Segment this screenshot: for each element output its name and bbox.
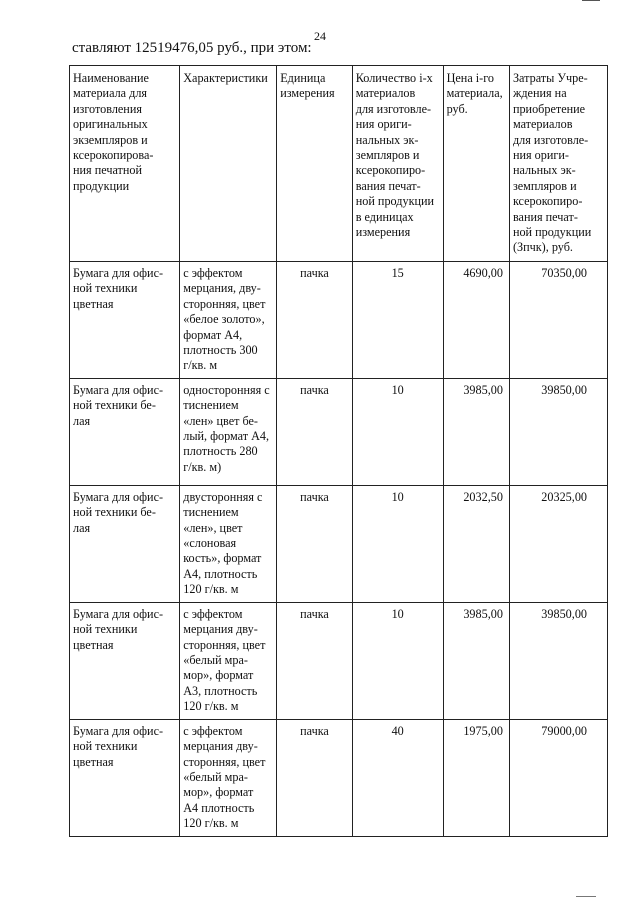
cell-cost: 70350,00 [509,262,607,379]
cell-name: Бумага для офис- ной техники цветная [70,719,180,836]
cell-price: 4690,00 [443,262,509,379]
cell-price: 1975,00 [443,719,509,836]
cell-characteristics: с эффектом мерцания дву- сторонняя, цвет «белый мра- мор», формат А3, плотность 120 г/кв. м [180,602,277,719]
cell-quantity: 10 [352,602,443,719]
cell-unit: пачка [277,262,353,379]
table-row [70,262,608,379]
cell-unit: пачка [277,378,353,485]
cell-unit: пачка [277,485,353,602]
cell-quantity: 10 [352,485,443,602]
cell-price: 3985,00 [443,602,509,719]
cell-characteristics: с эффектом мерцания, дву- сторонняя, цвет «белое золото», формат А4, плотность 300 г/кв. м [180,262,277,379]
table-row [70,719,608,836]
cell-cost: 39850,00 [509,602,607,719]
header-cost: Затраты Учре- ждения на приобретение материалов для изготовле- ния ориги- нальных эк- земпляров и ксерокопиро- вания печат- ной продукции (Зпчк), руб. [509,66,607,262]
scan-artifact-top [582,0,600,3]
cell-quantity: 10 [352,378,443,485]
intro-text: ставляют 12519476,05 руб., при этом: [72,40,312,56]
table-row [70,602,608,719]
page-number: 24 [314,29,326,43]
cell-name: Бумага для офис- ной техники цветная [70,262,180,379]
cell-cost: 39850,00 [509,378,607,485]
cell-characteristics: двусторонняя с тиснением «лен», цвет «слоновая кость», формат А4, плотность 120 г/кв. м [180,485,277,602]
cell-cost: 20325,00 [509,485,607,602]
cell-quantity: 15 [352,262,443,379]
cell-cost: 79000,00 [509,719,607,836]
cell-unit: пачка [277,602,353,719]
cell-name: Бумага для офис- ной техники бе- лая [70,378,180,485]
cell-quantity: 40 [352,719,443,836]
table-row [70,378,608,485]
cell-characteristics: с эффектом мерцания дву- сторонняя, цвет «белый мра- мор», формат А4 плотность 120 г/кв. м [180,719,277,836]
cell-name: Бумага для офис- ной техники цветная [70,602,180,719]
scan-artifact-bottom [576,896,596,899]
header-price: Цена i-го материала, руб. [443,66,509,262]
cell-price: 2032,50 [443,485,509,602]
header-material-name: Наименование материала для изготовления оригинальных экземпляров и ксерокопирова- ния печатной продукции [70,66,180,262]
cell-unit: пачка [277,719,353,836]
cell-price: 3985,00 [443,378,509,485]
table-header-row [70,66,608,262]
cell-name: Бумага для офис- ной техники бе- лая [70,485,180,602]
header-characteristics: Характеристики [180,66,277,262]
header-unit: Единица измерения [277,66,353,262]
table-row [70,485,608,602]
cell-characteristics: односторонняя с тиснением «лен» цвет бе- лый, формат А4, плотность 280 г/кв. м) [180,378,277,485]
materials-table [69,65,608,837]
header-quantity: Количество i-х материалов для изготовле- ния ориги- нальных эк- земпляров и ксерокопиро- вания печат- ной продукции в единицах измерения [352,66,443,262]
